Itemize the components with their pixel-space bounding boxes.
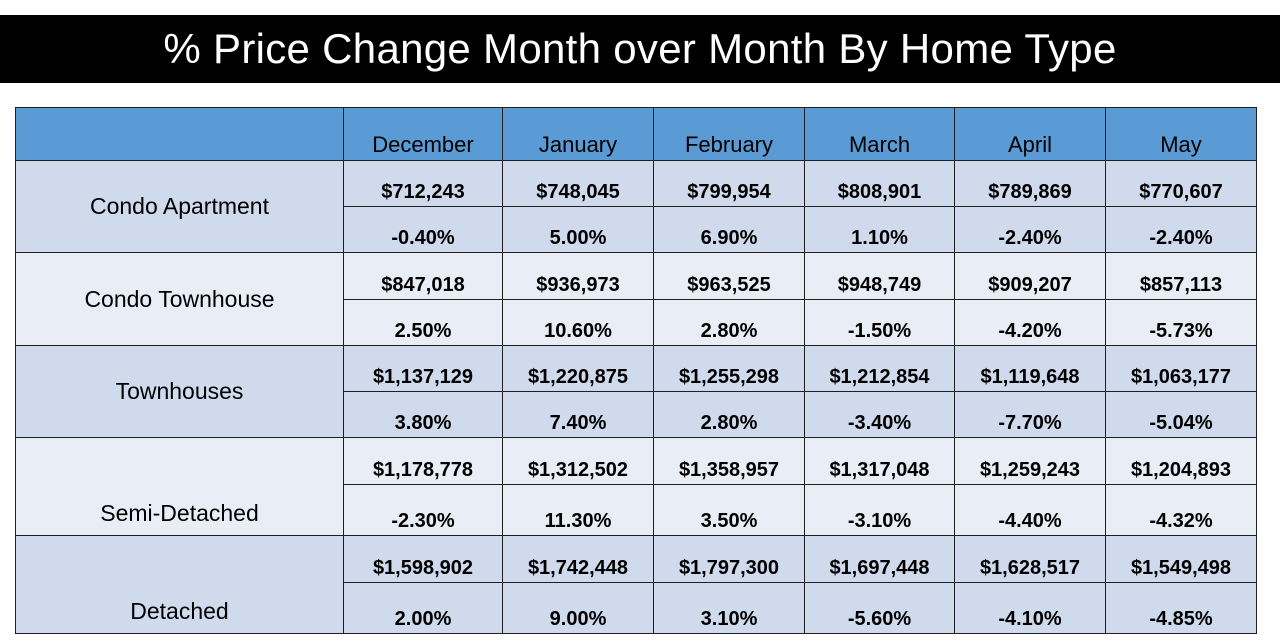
price-cell: $963,525 (654, 253, 805, 300)
change-cell: 3.10% (654, 583, 805, 634)
price-cell: $1,220,875 (503, 346, 654, 392)
change-cell: 2.00% (344, 583, 503, 634)
change-cell: -4.85% (1106, 583, 1257, 634)
change-cell: 1.10% (805, 207, 955, 253)
change-cell: 6.90% (654, 207, 805, 253)
home-type-label: Condo Townhouse (16, 253, 344, 346)
price-cell: $1,312,502 (503, 438, 654, 485)
price-change-table (15, 107, 1257, 634)
price-cell: $1,119,648 (955, 346, 1106, 392)
price-cell: $1,549,498 (1106, 536, 1257, 583)
change-cell: -5.60% (805, 583, 955, 634)
header-row (16, 108, 1257, 161)
price-cell: $857,113 (1106, 253, 1257, 300)
change-cell: -3.40% (805, 392, 955, 438)
price-cell: $948,749 (805, 253, 955, 300)
price-cell: $1,204,893 (1106, 438, 1257, 485)
home-type-label: Semi-Detached (16, 438, 344, 536)
change-cell: 10.60% (503, 300, 654, 346)
row-group-townhouses (16, 346, 1257, 438)
price-cell: $712,243 (344, 161, 503, 207)
change-cell: 2.50% (344, 300, 503, 346)
change-cell: -4.40% (955, 485, 1106, 536)
price-cell: $1,063,177 (1106, 346, 1257, 392)
price-cell: $1,797,300 (654, 536, 805, 583)
change-cell: -2.30% (344, 485, 503, 536)
row-group-detached (16, 536, 1257, 634)
price-cell: $1,697,448 (805, 536, 955, 583)
price-cell: $1,212,854 (805, 346, 955, 392)
corner-header (16, 108, 344, 161)
price-cell: $1,259,243 (955, 438, 1106, 485)
price-row (16, 438, 1257, 485)
change-cell: -1.50% (805, 300, 955, 346)
change-cell: 11.30% (503, 485, 654, 536)
price-cell: $847,018 (344, 253, 503, 300)
price-cell: $1,628,517 (955, 536, 1106, 583)
change-cell: -4.32% (1106, 485, 1257, 536)
price-cell: $808,901 (805, 161, 955, 207)
change-cell: -5.73% (1106, 300, 1257, 346)
change-cell: -4.10% (955, 583, 1106, 634)
column-header-april: April (955, 108, 1106, 161)
home-type-label: Townhouses (16, 346, 344, 438)
price-row (16, 346, 1257, 392)
price-cell: $770,607 (1106, 161, 1257, 207)
price-cell: $909,207 (955, 253, 1106, 300)
price-cell: $1,137,129 (344, 346, 503, 392)
change-cell: -3.10% (805, 485, 955, 536)
change-cell: 2.80% (654, 392, 805, 438)
change-cell: -0.40% (344, 207, 503, 253)
change-cell: 3.50% (654, 485, 805, 536)
column-header-december: December (344, 108, 503, 161)
row-group-condo-apartment (16, 161, 1257, 253)
change-cell: 2.80% (654, 300, 805, 346)
price-cell: $1,358,957 (654, 438, 805, 485)
price-cell: $1,598,902 (344, 536, 503, 583)
change-cell: 7.40% (503, 392, 654, 438)
price-cell: $799,954 (654, 161, 805, 207)
price-cell: $1,178,778 (344, 438, 503, 485)
price-cell: $1,317,048 (805, 438, 955, 485)
change-cell: 3.80% (344, 392, 503, 438)
row-group-condo-townhouse (16, 253, 1257, 346)
column-header-march: March (805, 108, 955, 161)
column-header-january: January (503, 108, 654, 161)
price-row (16, 536, 1257, 583)
row-group-semi-detached (16, 438, 1257, 536)
price-cell: $1,742,448 (503, 536, 654, 583)
change-cell: 5.00% (503, 207, 654, 253)
column-header-february: February (654, 108, 805, 161)
change-cell: -2.40% (955, 207, 1106, 253)
price-cell: $789,869 (955, 161, 1106, 207)
price-cell: $748,045 (503, 161, 654, 207)
price-row (16, 161, 1257, 207)
price-cell: $936,973 (503, 253, 654, 300)
change-cell: -4.20% (955, 300, 1106, 346)
price-row (16, 253, 1257, 300)
change-cell: -2.40% (1106, 207, 1257, 253)
home-type-label: Condo Apartment (16, 161, 344, 253)
title-bar (0, 15, 1280, 83)
change-cell: 9.00% (503, 583, 654, 634)
column-header-may: May (1106, 108, 1257, 161)
change-cell: -7.70% (955, 392, 1106, 438)
change-cell: -5.04% (1106, 392, 1257, 438)
page-title: % Price Change Month over Month By Home Type (163, 25, 1117, 72)
price-cell: $1,255,298 (654, 346, 805, 392)
home-type-label: Detached (16, 536, 344, 634)
